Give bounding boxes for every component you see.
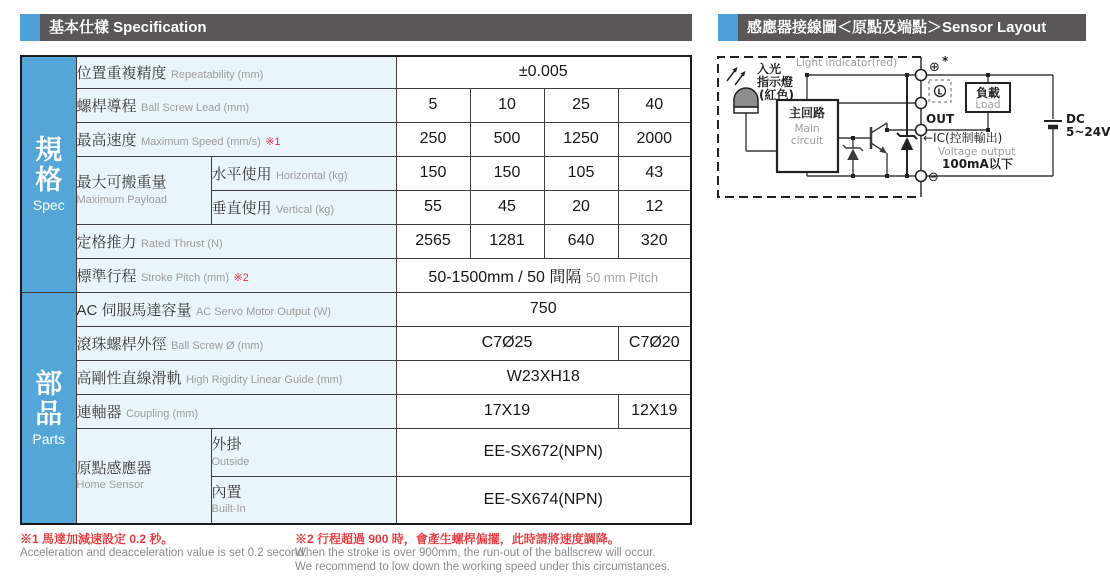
footnote-2-zh: ※2 行程超過 900 時，會產生螺桿偏擺，此時請將速度調降。 bbox=[295, 532, 620, 546]
row-label-repeatability: 位置重複精度 Repeatability (mm) bbox=[76, 56, 396, 88]
value-lead-2: 10 bbox=[470, 88, 544, 122]
value-stroke: 50-1500mm / 50 間隔 50 mm Pitch bbox=[396, 258, 691, 292]
section-parts-zh: 部品 bbox=[35, 368, 63, 429]
sensor-layout-header bbox=[718, 14, 1086, 41]
value-sensor-outside: EE-SX672(NPN) bbox=[396, 428, 691, 476]
main-circuit-label-zh: 主回路 bbox=[788, 106, 826, 120]
row-label-stroke-pitch: 標準行程 Stroke Pitch (mm) ※2 bbox=[76, 258, 396, 292]
header-accent-square bbox=[718, 14, 738, 41]
spec-section-title: 基本仕樣 Specification bbox=[40, 14, 692, 41]
row-label-sensor-builtin: 內置 Built-In bbox=[211, 476, 396, 524]
value-servo-output: 750 bbox=[396, 292, 691, 326]
plus-terminal-label: ⊕ bbox=[929, 60, 940, 75]
value-vertical-3: 20 bbox=[544, 190, 618, 224]
row-label-ball-screw-dia: 滾珠螺桿外徑 Ball Screw Ø (mm) bbox=[76, 326, 396, 360]
value-horizontal-1: 150 bbox=[396, 156, 470, 190]
value-speed-2: 500 bbox=[470, 122, 544, 156]
value-ballscrew-b: C7Ø20 bbox=[618, 326, 691, 360]
row-label-max-speed: 最高速度 Maximum Speed (mm/s) ※1 bbox=[76, 122, 396, 156]
ic-control-output-label: ←IC(控制輸出) bbox=[923, 131, 1003, 145]
section-spec-en: Spec bbox=[32, 197, 65, 214]
led-indicator-icon bbox=[734, 88, 758, 113]
section-spec-zh: 規格 bbox=[35, 135, 63, 196]
value-lead-4: 40 bbox=[618, 88, 691, 122]
main-circuit-label-en2: circuit bbox=[790, 135, 824, 147]
value-vertical-4: 12 bbox=[618, 190, 691, 224]
footnote-2-en-1: When the stroke is over 900mm, the run-out of the ballscrew will occur. bbox=[295, 547, 656, 559]
row-label-coupling: 連軸器 Coupling (mm) bbox=[76, 394, 396, 428]
main-circuit-label-en1: Main bbox=[794, 123, 820, 135]
section-tab-parts bbox=[21, 292, 76, 524]
row-label-rated-thrust: 定格推力 Rated Thrust (N) bbox=[76, 224, 396, 258]
specification-table bbox=[20, 55, 692, 525]
incident-light-label: 入光 bbox=[757, 62, 782, 76]
asterisk-mark: * bbox=[942, 54, 949, 68]
sensor-layout-title: 感應器接線圖＜原點及端點＞Sensor Layout bbox=[738, 14, 1086, 41]
row-label-horizontal: 水平使用 Horizontal (kg) bbox=[211, 156, 396, 190]
voltage-output-label: Voltage output bbox=[938, 146, 1016, 158]
value-thrust-1: 2565 bbox=[396, 224, 470, 258]
current-limit-label: 100mA以下 bbox=[942, 157, 1013, 171]
row-label-servo-output: AC 伺服馬達容量 AC Servo Motor Output (W) bbox=[76, 292, 396, 326]
value-coupling-b: 12X19 bbox=[618, 394, 691, 428]
footnote-1 bbox=[20, 532, 307, 561]
row-label-sensor-outside: 外掛 Outside bbox=[211, 428, 396, 476]
value-horizontal-3: 105 bbox=[544, 156, 618, 190]
value-vertical-1: 55 bbox=[396, 190, 470, 224]
sensor-wiring-diagram bbox=[710, 50, 1110, 205]
indicator-color-label: (紅色) bbox=[759, 88, 794, 102]
value-coupling-a: 17X19 bbox=[396, 394, 618, 428]
value-horizontal-2: 150 bbox=[470, 156, 544, 190]
header-accent-square bbox=[20, 14, 40, 41]
row-label-max-payload: 最大可搬重量 Maximum Payload bbox=[76, 156, 211, 224]
row-label-ball-screw-lead: 螺桿導程 Ball Screw Lead (mm) bbox=[76, 88, 396, 122]
l-terminal-letter: L bbox=[937, 87, 943, 97]
note-mark-2: ※2 bbox=[233, 271, 249, 284]
footnote-1-en: Acceleration and deacceleration value is set 0.2 second. bbox=[20, 547, 308, 559]
value-repeatability: ±0.005 bbox=[396, 56, 691, 88]
section-tab-spec bbox=[21, 56, 76, 292]
note-mark-1: ※1 bbox=[265, 135, 281, 148]
value-speed-1: 250 bbox=[396, 122, 470, 156]
load-label-zh: 負載 bbox=[975, 86, 1001, 100]
light-arrows-icon bbox=[727, 67, 746, 85]
footnote-2-en-2: We recommend to low down the working speed under this circumstances. bbox=[295, 560, 670, 573]
battery-symbol bbox=[1044, 121, 1062, 127]
value-speed-3: 1250 bbox=[544, 122, 618, 156]
value-thrust-3: 640 bbox=[544, 224, 618, 258]
minus-terminal-label: ⊖ bbox=[928, 170, 939, 185]
value-thrust-2: 1281 bbox=[470, 224, 544, 258]
row-label-vertical: 垂直使用 Vertical (kg) bbox=[211, 190, 396, 224]
value-thrust-4: 320 bbox=[618, 224, 691, 258]
value-ballscrew-a: C7Ø25 bbox=[396, 326, 618, 360]
load-label-en: Load bbox=[975, 99, 1001, 111]
out-terminal-label: OUT bbox=[926, 112, 955, 126]
value-lead-1: 5 bbox=[396, 88, 470, 122]
value-lead-3: 25 bbox=[544, 88, 618, 122]
zener-diode-large bbox=[897, 75, 917, 176]
light-indicator-label: Light indicator(red) bbox=[796, 57, 898, 69]
spec-section-header bbox=[20, 14, 692, 41]
footnote-2 bbox=[295, 532, 670, 574]
zener-diode-small bbox=[843, 138, 863, 176]
section-parts-en: Parts bbox=[32, 430, 66, 447]
transistor-symbol bbox=[871, 123, 887, 176]
value-vertical-2: 45 bbox=[470, 190, 544, 224]
value-horizontal-4: 43 bbox=[618, 156, 691, 190]
indicator-label-zh: 指示燈 bbox=[757, 75, 794, 89]
value-sensor-builtin: EE-SX674(NPN) bbox=[396, 476, 691, 524]
row-label-linear-guide: 高剛性直線滑軌 High Rigidity Linear Guide (mm) bbox=[76, 360, 396, 394]
dc-range-label: 5~24V bbox=[1066, 125, 1110, 139]
dc-label: DC bbox=[1066, 112, 1085, 126]
value-linear-guide: W23XH18 bbox=[396, 360, 691, 394]
footnote-1-zh: ※1 馬達加減速設定 0.2 秒。 bbox=[20, 532, 174, 546]
row-label-home-sensor: 原點感應器 Home Sensor bbox=[76, 428, 211, 524]
value-speed-4: 2000 bbox=[618, 122, 691, 156]
